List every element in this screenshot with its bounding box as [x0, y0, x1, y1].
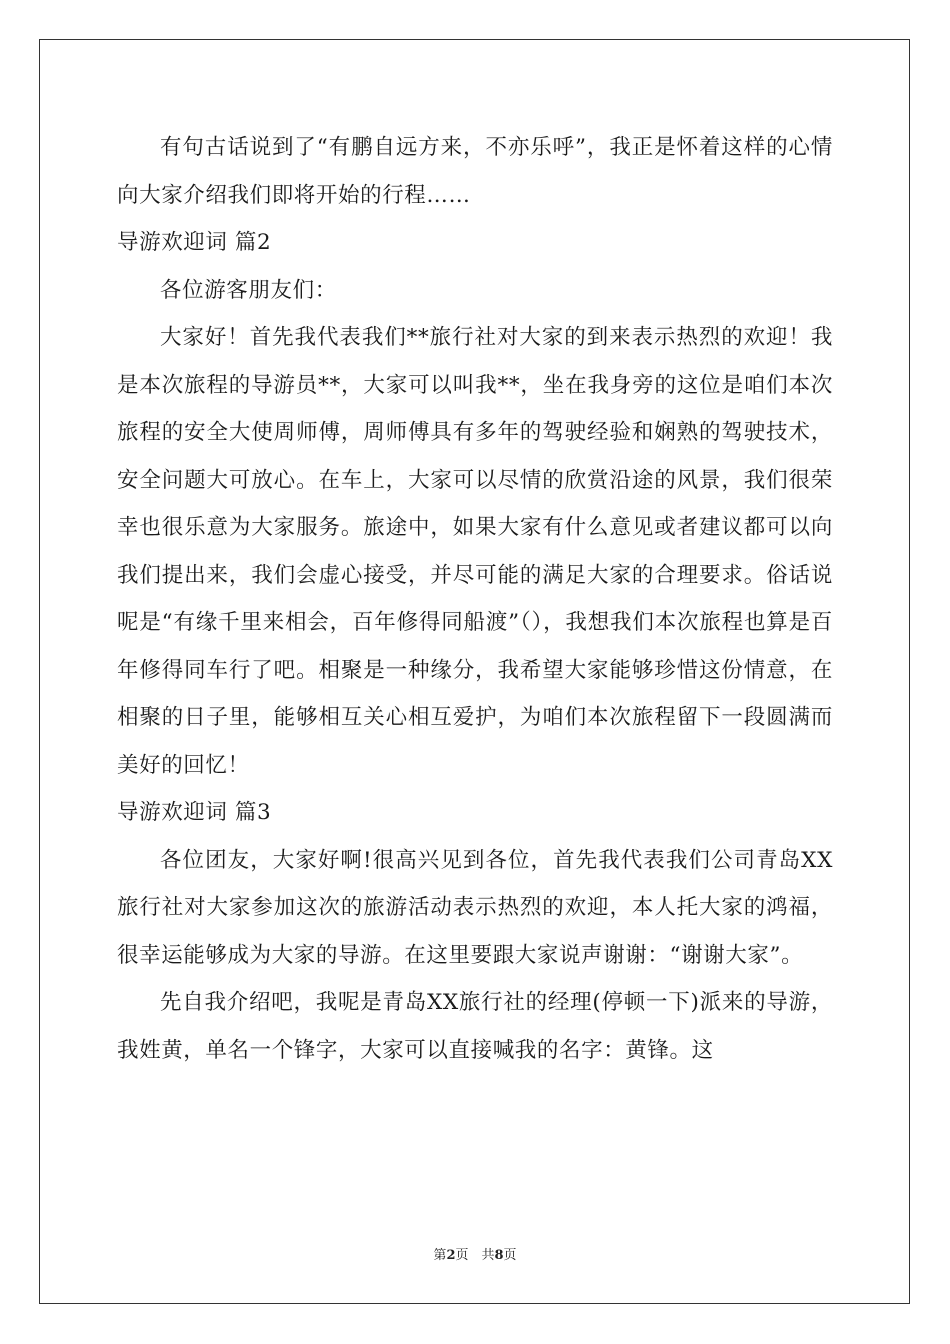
footer-middle: 页 共 [455, 1248, 495, 1263]
footer-total-pages: 8 [494, 1248, 504, 1263]
footer-suffix: 页 [503, 1248, 517, 1263]
section-heading: 导游欢迎词 篇3 [117, 800, 272, 825]
page-footer [0, 1244, 950, 1263]
section-heading: 导游欢迎词 篇2 [117, 230, 272, 255]
paragraph: 各位游客朋友们： [160, 277, 337, 303]
footer-page-number: 2 [446, 1248, 456, 1263]
paragraph: 有句古话说到了“有鹏自远方来，不亦乐呼”，我正是怀着这样的心情向大家介绍我们即将开始的行程…… [117, 135, 833, 208]
paragraph: 大家好！首先我代表我们**旅行社对大家的到来表示热烈的欢迎！我是本次旅程的导游员**，大家可以叫我**，坐在我身旁的这位是咱们本次旅程的安全大使周师傅，周师傅具有多年的驾驶经验和娴熟的驾驶技术，安全问题大可放心。在车上，大家可以尽情的欣赏沿途的风景，我们很荣幸也很乐意为大家服务。旅途中，如果大家有什么意见或者建议都可以向我们提出来，我们会虚心接受，并尽可能的满足大家的合理要求。俗话说呢是“有缘千里来相会，百年修得同船渡”（），我想我们本次旅程也算是百年修得同车行了吧。相聚是一种缘分，我希望大家能够珍惜这份情意，在相聚的日子里，能够相互关心相互爱护，为咱们本次旅程留下一段圆满而美好的回忆！ [117, 325, 833, 778]
paragraph: 先自我介绍吧，我呢是青岛XX旅行社的经理(停顿一下)派来的导游，我姓黄，单名一个锋字，大家可以直接喊我的名字：黄锋。这 [117, 990, 833, 1063]
paragraph: 各位团友，大家好啊!很高兴见到各位，首先我代表我们公司青岛XX旅行社对大家参加这次的旅游活动表示热烈的欢迎，本人托大家的鸿福，很幸运能够成为大家的导游。在这里要跟大家说声谢谢：“谢谢大家”。 [117, 847, 833, 968]
footer-prefix: 第 [433, 1248, 447, 1263]
document-body [117, 124, 833, 1074]
